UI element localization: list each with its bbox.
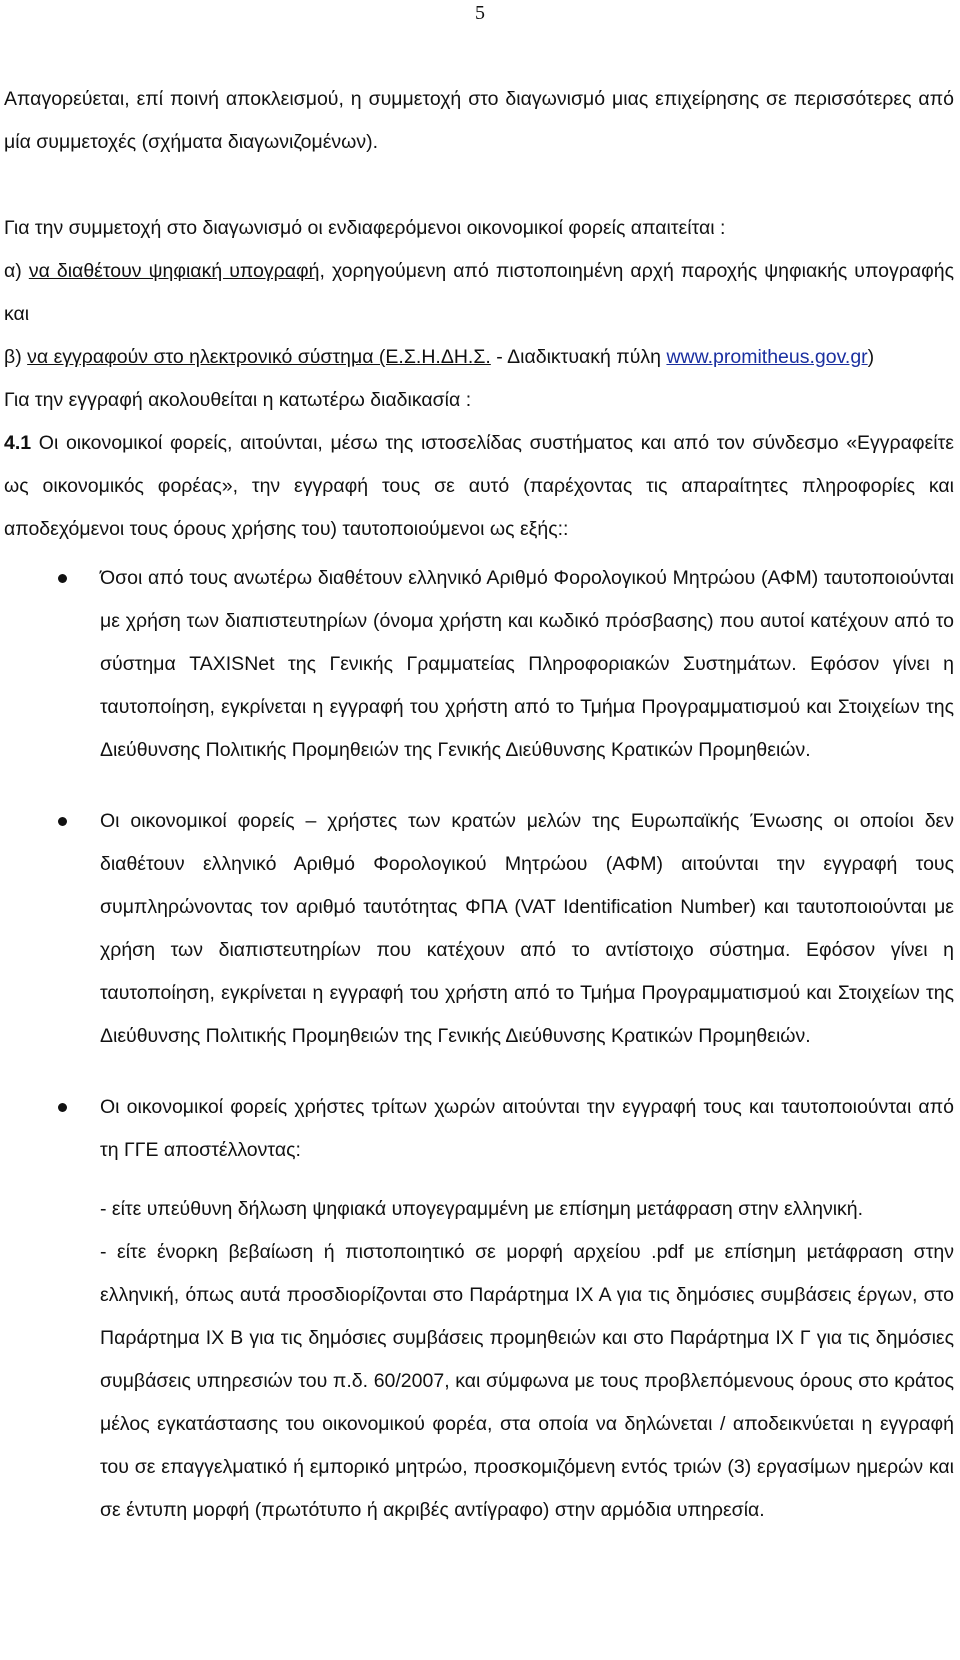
bullet-text: Όσοι από τους ανωτέρω διαθέτουν ελληνικό Αριθμό Φορολογικού Μητρώου (ΑΦΜ) ταυτοποιούνται με χρήση των διαπιστευτηρίων (όνομα χρήστη και κωδικό πρόσβασης) που αυτοί κατέχουν από το σύστημα TAXISNet της Γενικής Γραμματείας Πληροφοριακών Συστημάτων. Εφόσον γίνει η ταυτοποίηση, εγκρίνεται η εγγραφή του χρήστη από το Τμήμα Προγραμματισμού και Στοιχείων της Διεύθυνσης Πολιτικής Προμηθειών της Γενικής Διεύθυνσης Κρατικών Προμηθειών.: [100, 567, 954, 761]
bullet-item-third-countries: [4, 1086, 954, 1172]
registration-procedure-line: Για την εγγραφή ακολουθείται η κατωτέρω διαδικασία :: [4, 389, 472, 411]
option-sworn-statement: - είτε ένορκη βεβαίωση ή πιστοποιητικό σε μορφή αρχείου .pdf με επίσημη μετάφραση στην ελληνική, όπως αυτά προσδιορίζονται στο Παράρτημα IX A για τις δημόσιες συμβάσεις έργων, στο Παράρτημα IX B για τις δημόσιες συμβάσεις προμηθειών και στο Παράρτημα IX Γ για τις δημόσιες συμβάσεις υπηρεσιών του π.δ. 60/2007, και σύμφωνα με τους προβλεπόμενους όρους στο κράτος μέλος εγκατάστασης του οικονομικού φορέα, στα οποία να δηλώνεται / αποδεικνύεται η εγγραφή του σε επαγγελματικό ή εμπορικό μητρώο, προσκομιζόμενη εντός τριών (3) εργασίμων ημερών και σε έντυπη μορφή (πρωτότυπο ή ακριβές αντίγραφο) στην αρμόδια υπηρεσία.: [100, 1241, 954, 1521]
page-number: 5: [475, 2, 485, 24]
promitheus-link[interactable]: www.promitheus.gov.gr: [666, 346, 868, 368]
bullet-item-greek-afm: [4, 557, 954, 772]
bullet-text: Οι οικονομικοί φορείς – χρήστες των κρατών μελών της Ευρωπαϊκής Ένωσης οι οποίοι δεν διαθέτουν ελληνικό Αριθμό Φορολογικού Μητρώου (ΑΦΜ) αιτούνται την εγγραφή τους συμπληρώνοντας τον αριθμό ταυτότητας ΦΠΑ (VAT Identification Number) και ταυτοποιούνται με χρήση των διαπιστευτηρίων που κατέχουν από το αντίστοιχο σύστημα. Εφόσον γίνει η ταυτοποίηση, εγκρίνεται η εγγραφή του χρήστη από το Τμήμα Προγραμματισμού και Στοιχείων της Διεύθυνσης Πολιτικής Προμηθειών της Γενικής Διεύθυνσης Κρατικών Προμηθειών.: [100, 810, 954, 1047]
section-4-1-text: Οι οικονομικοί φορείς, αιτούνται, μέσω της ιστοσελίδας συστήματος και από τον σύνδεσμο «Εγγραφείτε ως οικονομικός φορέας», την εγγραφή τους σε αυτό (παρέχοντας τις απαραίτητες πληροφορίες και αποδεχόμενοι τους όρους χρήσης του) ταυτοποιούμενοι ως εξής::: [4, 432, 954, 540]
option-signed-declaration: - είτε υπεύθυνη δήλωση ψηφιακά υπογεγραμμένη με επίσημη μετάφραση στην ελληνική.: [100, 1198, 864, 1220]
requirement-a-rest: , χορηγούμενη από πιστοποιημένη αρχή παροχής ψηφιακής υπογραφής και: [4, 260, 954, 325]
requirement-b-prefix: β): [4, 346, 28, 368]
paragraph-exclusion: Απαγορεύεται, επί ποινή αποκλεισμού, η συμμετοχή στο διαγωνισμό μιας επιχείρησης σε περισσότερες από μία συμμετοχές (σχήματα διαγωνιζομένων).: [4, 88, 954, 153]
paragraph-gap: [4, 164, 954, 207]
third-country-options: [4, 1188, 954, 1532]
requirement-b-suffix: ): [867, 346, 875, 368]
requirement-b-middle: - Διαδικτυακή πύλη: [490, 346, 667, 368]
bullet-dot-icon: [58, 1103, 67, 1112]
identification-bullets: [4, 557, 954, 1172]
requirement-b: [4, 336, 954, 379]
bullet-item-eu-users: [4, 800, 954, 1058]
bullet-dot-icon: [58, 817, 67, 826]
bullet-dot-icon: [58, 574, 67, 583]
section-4-1-number: 4.1: [4, 432, 32, 454]
requirement-a-prefix: α): [4, 260, 29, 282]
requirement-b-underlined: να εγγραφούν στο ηλεκτρονικό σύστημα (Ε.Σ.Η.ΔΗ.Σ.: [27, 346, 491, 368]
bullet-text: Οι οικονομικοί φορείς χρήστες τρίτων χωρών αιτούνται την εγγραφή τους και ταυτοποιούνται από τη ΓΓΕ αποστέλλοντας:: [100, 1096, 954, 1161]
requirement-a-underlined: να διαθέτουν ψηφιακή υπογραφή: [28, 260, 320, 282]
document-body: [4, 78, 954, 1532]
paragraph-participation-intro: Για την συμμετοχή στο διαγωνισμό οι ενδιαφερόμενοι οικονομικοί φορείς απαιτείται :: [4, 217, 726, 239]
requirement-a: [4, 250, 954, 336]
section-4-1: [4, 422, 954, 551]
